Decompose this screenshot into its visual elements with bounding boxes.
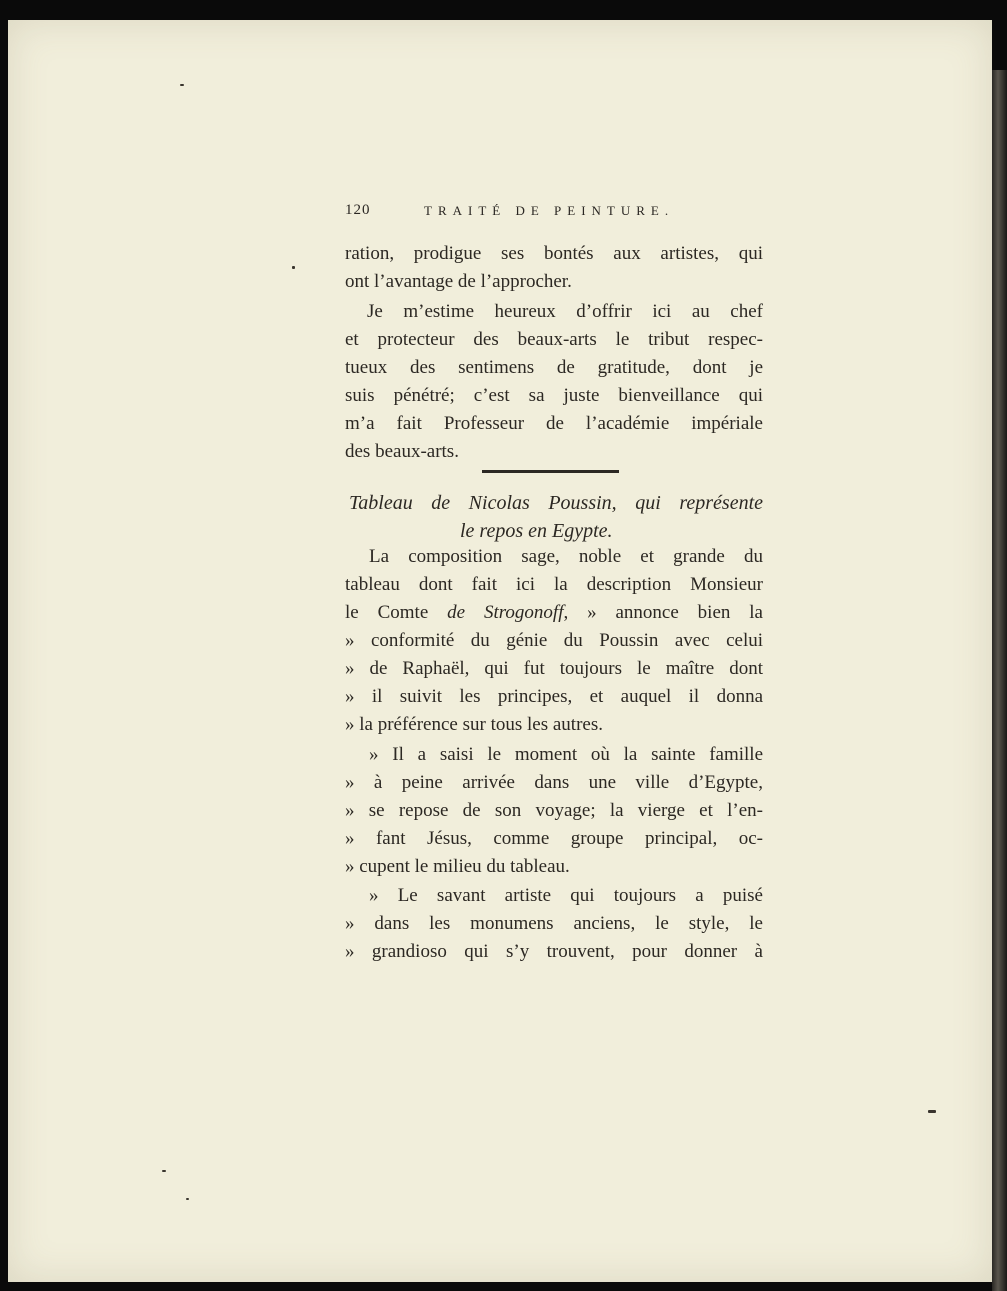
text-line: ont l’avantage de l’approcher. bbox=[345, 271, 572, 292]
text-line: des beaux-arts. bbox=[345, 441, 459, 462]
text-line: » de Raphaël, qui fut toujours le maître dont bbox=[345, 658, 763, 679]
text-line: tableau dont fait ici la description Monsieur bbox=[345, 574, 763, 595]
text-line: et protecteur des beaux-arts le tribut respec- bbox=[345, 329, 763, 350]
text-line: » Il a saisi le moment où la sainte famille bbox=[369, 744, 763, 765]
text-line: » à peine arrivée dans une ville d’Egypte, bbox=[345, 772, 763, 793]
text-line: » Le savant artiste qui toujours a puisé bbox=[369, 885, 763, 906]
paper-speck bbox=[180, 84, 184, 86]
running-head bbox=[345, 202, 765, 224]
section-heading-line-1: Tableau de Nicolas Poussin, qui représente bbox=[349, 492, 763, 514]
running-title: TRAITÉ DE PEINTURE. bbox=[424, 203, 675, 218]
text-line: m’a fait Professeur de l’académie impériale bbox=[345, 413, 763, 434]
text-line: » dans les monumens anciens, le style, le bbox=[345, 913, 763, 934]
section-heading-line-2: le repos en Egypte. bbox=[460, 520, 613, 542]
text-line: » fant Jésus, comme groupe principal, oc- bbox=[345, 828, 763, 849]
text-line: » cupent le milieu du tableau. bbox=[345, 856, 570, 877]
text-line: suis pénétré; c’est sa juste bienveillance qui bbox=[345, 385, 763, 406]
section-divider bbox=[482, 470, 619, 473]
paper-speck bbox=[928, 1110, 936, 1113]
text-span: , » annonce bien la bbox=[563, 602, 763, 623]
text-line: » la préférence sur tous les autres. bbox=[345, 714, 603, 735]
text-line: ration, prodigue ses bontés aux artistes, qui bbox=[345, 243, 763, 264]
paper-speck bbox=[186, 1198, 189, 1200]
text-line: tueux des sentimens de gratitude, dont je bbox=[345, 357, 763, 378]
text-line-mixed bbox=[345, 599, 763, 627]
paper-speck bbox=[292, 266, 295, 269]
text-line: » il suivit les principes, et auquel il donna bbox=[345, 686, 763, 707]
text-span: le Comte bbox=[345, 602, 448, 623]
text-line: La composition sage, noble et grande du bbox=[369, 546, 763, 567]
text-line: » conformité du génie du Poussin avec celui bbox=[345, 630, 763, 651]
page-number: 120 bbox=[345, 202, 371, 218]
paper-speck bbox=[162, 1170, 166, 1172]
text-line: » grandioso qui s’y trouvent, pour donner à bbox=[345, 941, 763, 962]
book-spine-edge bbox=[992, 70, 1007, 1291]
text-line: » se repose de son voyage; la vierge et l’en- bbox=[345, 800, 763, 821]
text-line: Je m’estime heureux d’offrir ici au chef bbox=[367, 301, 763, 322]
italic-name: de Strogonoff bbox=[447, 602, 564, 623]
